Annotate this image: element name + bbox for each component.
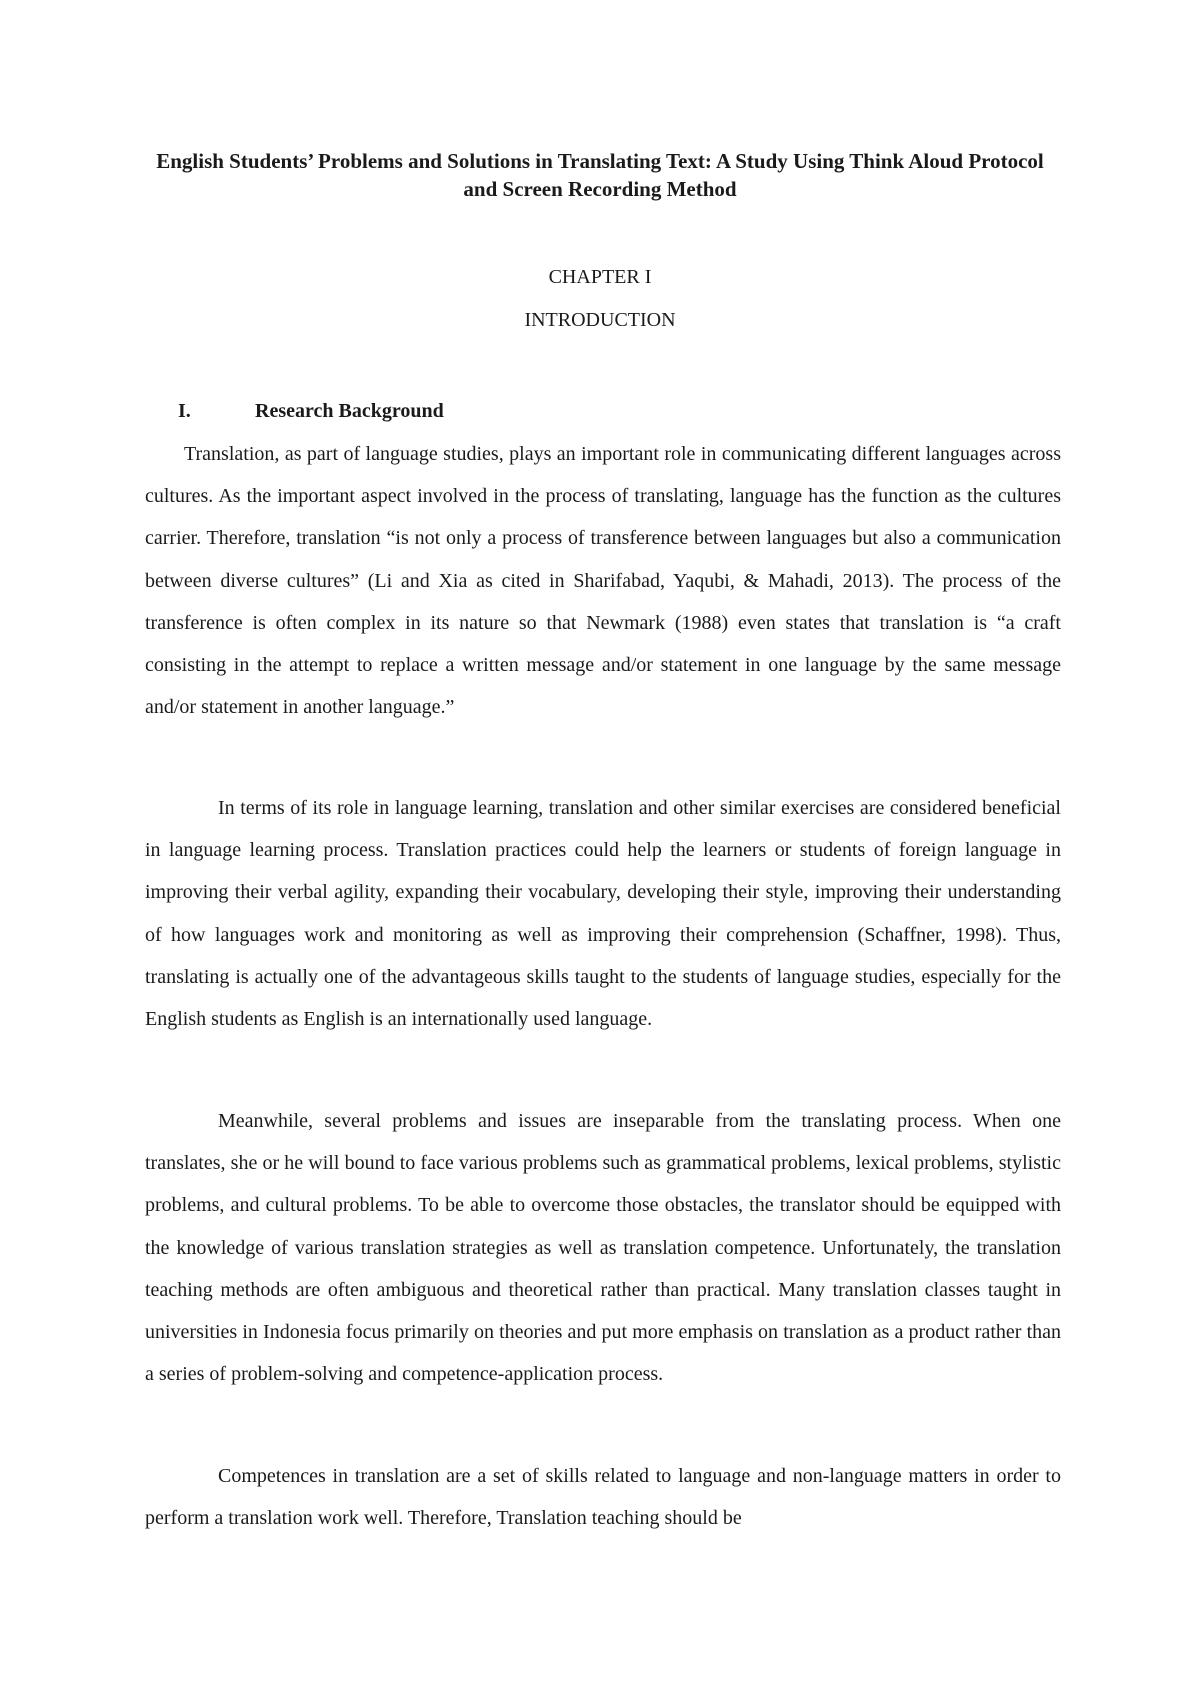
chapter-label: CHAPTER I	[548, 266, 652, 288]
section-heading-text: Research Background	[255, 400, 444, 422]
chapter-title: INTRODUCTION	[524, 309, 676, 331]
section-number: I.	[178, 400, 191, 422]
section-heading	[178, 398, 444, 424]
paragraph-3: Meanwhile, several problems and issues are inseparable from the translating process. When one translates, she or he will bound to face various problems such as grammatical problems, lexical problems, stylistic problems, and cultural problems. To be able to overcome those obstacles, the translator should be equipped with the knowledge of various translation strategies as well as translation competence. Unfortunately, the translation teaching methods are often ambiguous and theoretical rather than practical. Many translation classes taught in universities in Indonesia focus primarily on theories and put more emphasis on translation as a product rather than a series of problem-solving and competence-application process.	[145, 1110, 1061, 1386]
paragraph-1: Translation, as part of language studies, plays an important role in communicating different languages across cultures. As the important aspect involved in the process of translating, language has the function as the cultures carrier. Therefore, translation “is not only a process of transference between languages but also a communication between diverse cultures” (Li and Xia as cited in Sharifabad, Yaqubi, & Mahadi, 2013). The process of the transference is often complex in its nature so that Newmark (1988) even states that translation is “a craft consisting in the attempt to replace a written message and/or statement in one language by the same message and/or statement in another language.”	[145, 443, 1061, 719]
document-title: English Students’ Problems and Solutions in Translating Text: A Study Using Think Aloud Protocol and Screen Recording Method	[156, 149, 1044, 201]
paragraph-4: Competences in translation are a set of skills related to language and non-language matters in order to perform a translation work well. Therefore, Translation teaching should be	[145, 1465, 1061, 1530]
paragraph-2: In terms of its role in language learning, translation and other similar exercises are considered beneficial in language learning process. Translation practices could help the learners or students of foreign language in improving their verbal agility, expanding their vocabulary, developing their style, improving their understanding of how languages work and monitoring as well as improving their comprehension (Schaffner, 1998). Thus, translating is actually one of the advantageous skills taught to the students of language studies, especially for the English students as English is an internationally used language.	[145, 797, 1061, 1031]
